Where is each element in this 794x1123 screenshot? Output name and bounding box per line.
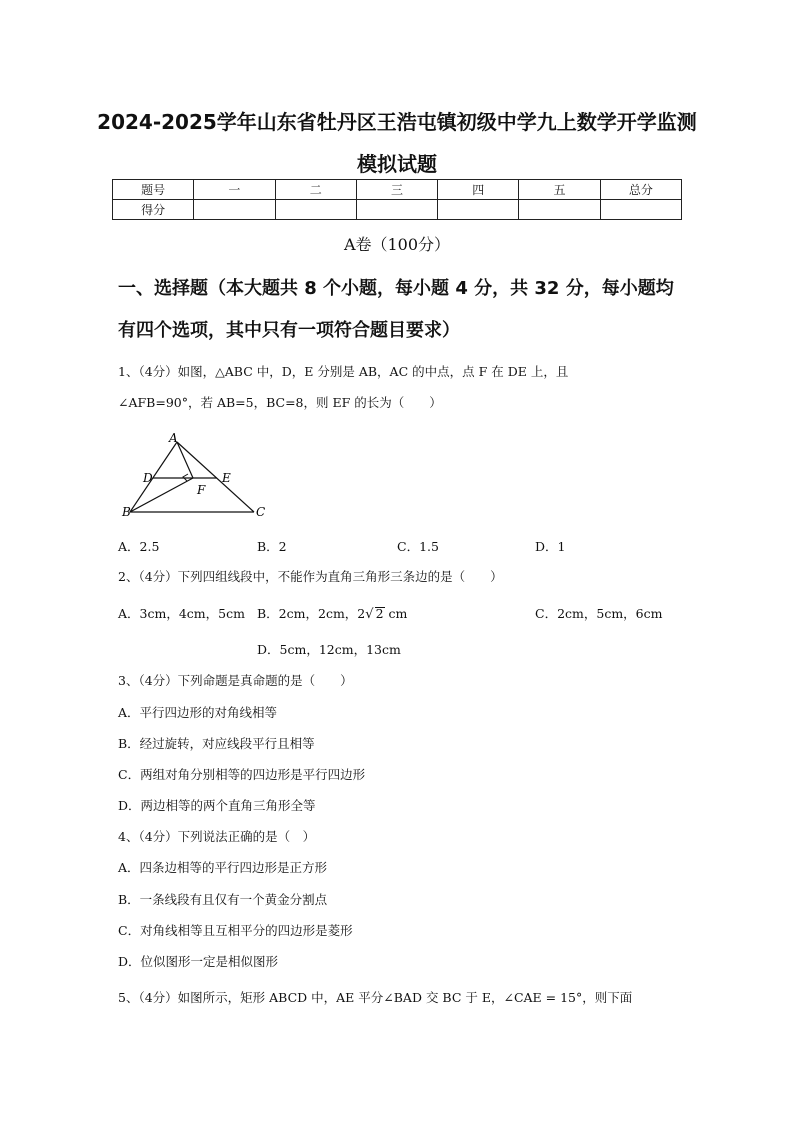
q3-option-d[interactable]: D．两边相等的两个直角三角形全等	[118, 798, 316, 813]
q4-option-c[interactable]: C．对角线相等且互相平分的四边形是菱形	[118, 923, 353, 938]
segment-ab	[130, 442, 177, 512]
q2-option-b[interactable]	[257, 604, 407, 622]
q1-stem-line1: 1、（4分）如图，△ABC 中，D，E 分别是 AB，AC 的中点，点 F 在 DE 上，且	[118, 364, 569, 379]
q1-option-a[interactable]: A．2.5	[118, 539, 160, 554]
exam-title-line1: 2024-2025学年山东省牡丹区王浩屯镇初级中学九上数学开学监测	[97, 110, 697, 134]
score-cell[interactable]	[194, 200, 275, 220]
score-header-cell: 一	[194, 180, 275, 200]
score-row-label: 得分	[113, 200, 194, 220]
q1-triangle-figure	[115, 430, 275, 525]
q1-option-c[interactable]: C．1.5	[397, 539, 439, 554]
score-header-cell: 总分	[600, 180, 681, 200]
q2-option-c[interactable]: C．2cm，5cm，6cm	[535, 606, 663, 621]
score-header-cell: 五	[519, 180, 600, 200]
score-cell[interactable]	[275, 200, 356, 220]
q2-option-d[interactable]: D．5cm，12cm，13cm	[257, 642, 401, 657]
label-b: B	[122, 505, 131, 519]
score-header-cell: 题号	[113, 180, 194, 200]
sqrt-icon: √	[365, 607, 374, 622]
q4-option-d[interactable]: D．位似图形一定是相似图形	[118, 954, 279, 969]
score-cell[interactable]	[356, 200, 437, 220]
q2-stem: 2、（4分）下列四组线段中，不能作为直角三角形三条边的是（ ）	[118, 569, 503, 584]
score-cell[interactable]	[600, 200, 681, 220]
score-table-score-row	[113, 200, 682, 220]
q3-option-a[interactable]: A．平行四边形的对角线相等	[118, 705, 278, 720]
section1-heading-line1: 一、选择题（本大题共 8 个小题，每小题 4 分，共 32 分，每小题均	[118, 278, 674, 299]
score-table-header-row	[113, 180, 682, 200]
q2-option-b-radicand: 2	[375, 606, 384, 621]
q5-stem: 5、（4分）如图所示，矩形 ABCD 中，AE 平分∠BAD 交 BC 于 E，∠CAE = 15°，则下面	[118, 990, 633, 1005]
label-c: C	[256, 505, 266, 519]
segment-bf	[130, 478, 193, 512]
q4-option-a[interactable]: A．四条边相等的平行四边形是正方形	[118, 860, 328, 875]
score-header-cell: 三	[356, 180, 437, 200]
section1-heading-line2: 有四个选项，其中只有一项符合题目要求）	[118, 320, 460, 341]
label-a: A	[169, 431, 178, 445]
q1-option-d[interactable]: D．1	[535, 539, 566, 554]
q4-stem: 4、（4分）下列说法正确的是（ ）	[118, 829, 316, 844]
exam-title-line2: 模拟试题	[357, 152, 437, 176]
score-cell[interactable]	[438, 200, 519, 220]
score-header-cell: 二	[275, 180, 356, 200]
q3-option-c[interactable]: C．两组对角分别相等的四边形是平行四边形	[118, 767, 366, 782]
q3-stem: 3、（4分）下列命题是真命题的是（ ）	[118, 673, 353, 688]
q1-stem-line2: ∠AFB=90°，若 AB=5，BC=8，则 EF 的长为（ ）	[118, 395, 442, 410]
q3-option-b[interactable]: B．经过旋转，对应线段平行且相等	[118, 736, 315, 751]
label-d: D	[143, 471, 153, 485]
score-table	[112, 179, 682, 220]
score-cell[interactable]	[519, 200, 600, 220]
q2-option-b-text: B．2cm，2cm，2	[257, 606, 366, 621]
score-header-cell: 四	[438, 180, 519, 200]
segment-af	[177, 442, 193, 478]
q2-option-b-unit: cm	[388, 606, 408, 621]
q4-option-b[interactable]: B．一条线段有且仅有一个黄金分割点	[118, 892, 328, 907]
q1-option-b[interactable]: B．2	[257, 539, 287, 554]
label-f: F	[197, 483, 206, 497]
volume-heading: A卷（100分）	[343, 235, 451, 254]
q2-option-a[interactable]: A．3cm，4cm，5cm	[118, 606, 245, 621]
segment-ac	[177, 442, 254, 512]
label-e: E	[222, 471, 231, 485]
